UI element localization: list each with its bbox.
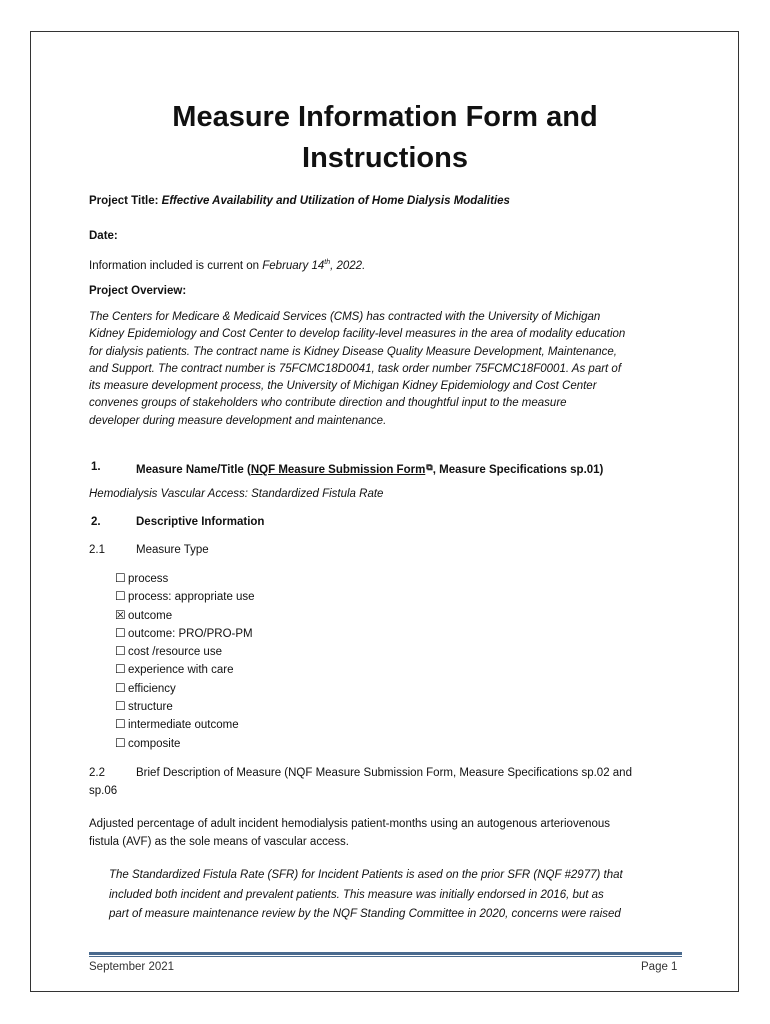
measure-type-option-label: process (128, 573, 169, 585)
project-overview-text (89, 309, 689, 430)
checkbox-icon[interactable]: ☐ (115, 571, 126, 585)
measure-type-options (115, 569, 255, 752)
measure-type-option (115, 715, 255, 733)
section-2-number: 2. (91, 516, 101, 528)
date-label: Date: (89, 230, 118, 242)
measure-type-option-label: intermediate outcome (128, 719, 239, 732)
measure-type-option (115, 660, 255, 678)
overview-line: developer during measure development and maintenance. (89, 414, 387, 427)
document-title-line-1: Measure Information Form and (172, 101, 598, 133)
sfr-note-line: The Standardized Fistula Rate (SFR) for Incident Patients is ased on the prior SFR (NQF #2977) that (109, 869, 623, 881)
checkbox-icon[interactable]: ☐ (115, 644, 126, 659)
footer-date: September 2021 (89, 961, 175, 973)
overview-line: its measure development process, the University of Michigan Kidney Epidemiology and Cost Center (89, 380, 597, 393)
footer-rule-thick (89, 952, 682, 955)
checkbox-icon[interactable]: ☐ (115, 699, 126, 714)
external-link-icon: ⧉ (426, 462, 433, 472)
checkbox-icon[interactable]: ☐ (115, 717, 126, 732)
measure-type-option (115, 642, 255, 660)
project-title-label: Project Title: (89, 195, 159, 207)
document-title-line-2: Instructions (302, 142, 468, 174)
measure-type-option (115, 624, 255, 642)
measure-type-option-label: cost /resource use (128, 646, 222, 659)
checkbox-icon[interactable]: ☐ (115, 662, 126, 677)
overview-line: and Support. The contract number is 75FCMC18D0041, task order number 75FCMC18F0001. As part of (89, 362, 622, 375)
overview-line: for dialysis patients. The contract name is Kidney Disease Quality Measure Development, Maintenance, (89, 345, 617, 358)
info-current (89, 254, 365, 275)
section-2-1-number: 2.1 (89, 544, 105, 556)
sfr-note-line: included both incident and prevalent patients. This measure was initially endorsed in 2016, but as (109, 888, 604, 901)
section-2-2-heading: Brief Description of Measure (NQF Measure Submission Form, Measure Specifications sp.02 and (136, 767, 632, 779)
measure-type-option (115, 587, 255, 605)
project-overview-label: Project Overview: (89, 285, 187, 297)
measure-type-option (115, 679, 255, 697)
overview-line: Kidney Epidemiology and Cost Center to develop facility-level measures in the area of modality education (89, 328, 626, 341)
section-1-heading: Measure Name/Title (NQF Measure Submission Form⧉, Measure Specifications sp.01) (136, 462, 604, 476)
section-2-1-heading: Measure Type (136, 544, 209, 556)
checkbox-icon[interactable]: ☐ (115, 625, 126, 640)
measure-type-option-label: experience with care (128, 664, 234, 677)
checkbox-icon[interactable]: ☐ (115, 680, 126, 695)
measure-type-option (115, 697, 255, 715)
section-2-2-number: 2.2 (89, 767, 105, 779)
checked-checkbox-icon[interactable]: ☒ (115, 607, 126, 622)
measure-type-option (115, 734, 255, 752)
measure-type-option-label: structure (128, 701, 173, 714)
nqf-submission-form-link[interactable]: NQF Measure Submission Form (250, 464, 426, 476)
measure-name-value: Hemodialysis Vascular Access: Standardized Fistula Rate (89, 488, 384, 500)
info-current-prefix: Information included is current on (89, 259, 260, 272)
measure-type-option-label: outcome: PRO/PRO-PM (128, 627, 253, 640)
checkbox-icon[interactable]: ☐ (115, 589, 126, 604)
measure-type-option (115, 569, 255, 587)
overview-line: The Centers for Medicare & Medicaid Services (CMS) has contracted with the University of Michigan (89, 311, 601, 323)
section-1-number: 1. (91, 461, 101, 473)
overview-line: convenes groups of stakeholders who contribute direction and thoughtful input to the measure (89, 397, 567, 410)
section-2-heading: Descriptive Information (136, 516, 265, 528)
checkbox-icon[interactable]: ☐ (115, 735, 126, 750)
project-title (89, 192, 510, 210)
measure-type-option-label: outcome (128, 609, 173, 622)
info-current-date: February 14th, 2022. (262, 259, 366, 272)
section-2-2-heading-cont: sp.06 (89, 785, 118, 797)
measure-type-option-label: efficiency (128, 682, 176, 695)
brief-description-line-1: Adjusted percentage of adult incident hemodialysis patient-months using an autogenous arteriovenous (89, 818, 611, 830)
project-title-value: Effective Availability and Utilization of Home Dialysis Modalities (161, 195, 510, 207)
sfr-note-line: part of measure maintenance review by the NQF Standing Committee in 2020, concerns were raised (109, 908, 621, 920)
sfr-note (109, 866, 689, 925)
measure-type-option (115, 606, 255, 624)
measure-type-option-label: process: appropriate use (128, 591, 255, 604)
footer-page-number: Page 1 (641, 961, 678, 973)
footer-rule-thin (89, 956, 682, 957)
measure-type-option-label: composite (128, 737, 181, 750)
brief-description-line-2: fistula (AVF) as the sole means of vascular access. (89, 836, 349, 848)
